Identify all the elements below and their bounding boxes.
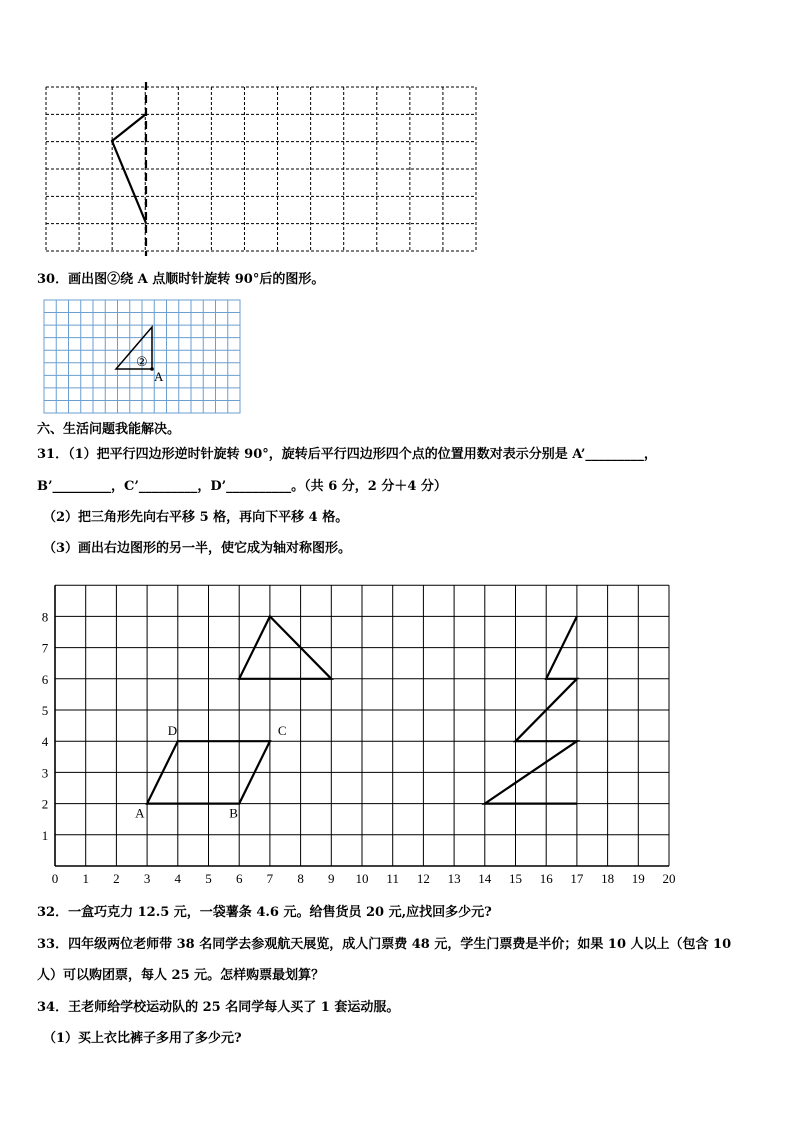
x-tick-label: 8 (297, 871, 304, 886)
x-tick-label: 16 (539, 871, 553, 886)
x-tick-label: 13 (447, 871, 461, 886)
point-label-b: B (229, 805, 238, 821)
y-tick-label: 8 (41, 609, 49, 625)
x-tick-label: 0 (51, 871, 59, 886)
point-a-label: A (154, 369, 164, 384)
q34-text: 34．王老师给学校运动队的 25 名同学每人买了 1 套运动服。 (37, 1000, 400, 1015)
x-tick-label: 1 (82, 871, 89, 886)
q31-part3: （3）画出右边图形的另一半，使它成为轴对称图形。 (43, 541, 352, 556)
q33-line1: 33．四年级两位老师带 38 名同学去参观航天展览，成人门票费 48 元，学生门票费是半价；如果 10 人以上（包含 10 (37, 937, 732, 952)
y-tick-label: 4 (41, 734, 49, 750)
x-tick-label: 12 (416, 871, 430, 886)
section-6-title: 六、生活问题我能解决。 (37, 422, 181, 437)
x-tick-label: 3 (143, 871, 151, 886)
x-tick-label: 15 (509, 871, 522, 886)
y-tick-label: 6 (41, 671, 49, 687)
q31-part2: （2）把三角形先向右平移 5 格，再向下平移 4 格。 (43, 510, 349, 525)
q31-line2: B’_________，C’_________，D’__________。（共 6 分，2 分＋4 分） (37, 479, 447, 494)
x-tick-label: 9 (328, 871, 335, 886)
x-tick-label: 11 (386, 871, 399, 886)
x-tick-label: 19 (631, 871, 645, 886)
x-tick-label: 10 (355, 871, 369, 886)
q32-text: 32．一盒巧克力 12.5 元，一袋薯条 4.6 元。给售货员 20 元,应找回多少元? (37, 905, 492, 920)
x-tick-label: 18 (601, 871, 615, 886)
x-tick-label: 14 (478, 871, 492, 886)
triangle-2-label: ② (136, 354, 148, 369)
point-label-c: C (277, 723, 287, 739)
x-tick-label: 20 (662, 871, 676, 886)
point-label-d: D (167, 723, 178, 739)
x-tick-label: 7 (266, 871, 274, 886)
y-tick-label: 3 (41, 765, 49, 781)
y-tick-label: 5 (41, 703, 49, 718)
y-tick-label: 1 (41, 827, 49, 843)
y-tick-label: 7 (41, 640, 49, 656)
point-label-a: A (135, 805, 145, 821)
x-tick-label: 17 (570, 871, 584, 886)
x-tick-label: 2 (113, 871, 120, 886)
x-tick-label: 5 (205, 871, 212, 886)
y-tick-label: 2 (41, 796, 49, 812)
q30-text: 30．画出图②绕 A 点顺时针旋转 90°后的图形。 (37, 272, 325, 287)
x-tick-label: 6 (235, 871, 243, 886)
x-tick-label: 4 (174, 871, 182, 886)
q34-part1: （1）买上衣比裤子多用了多少元? (43, 1031, 242, 1046)
q31-line1: 31．（1）把平行四边形逆时针旋转 90°，旋转后平行四边形四个点的位置用数对表示分别是 A’_________， (37, 447, 657, 462)
q33-line2: 人）可以购团票，每人 25 元。怎样购票最划算？ (37, 968, 325, 983)
